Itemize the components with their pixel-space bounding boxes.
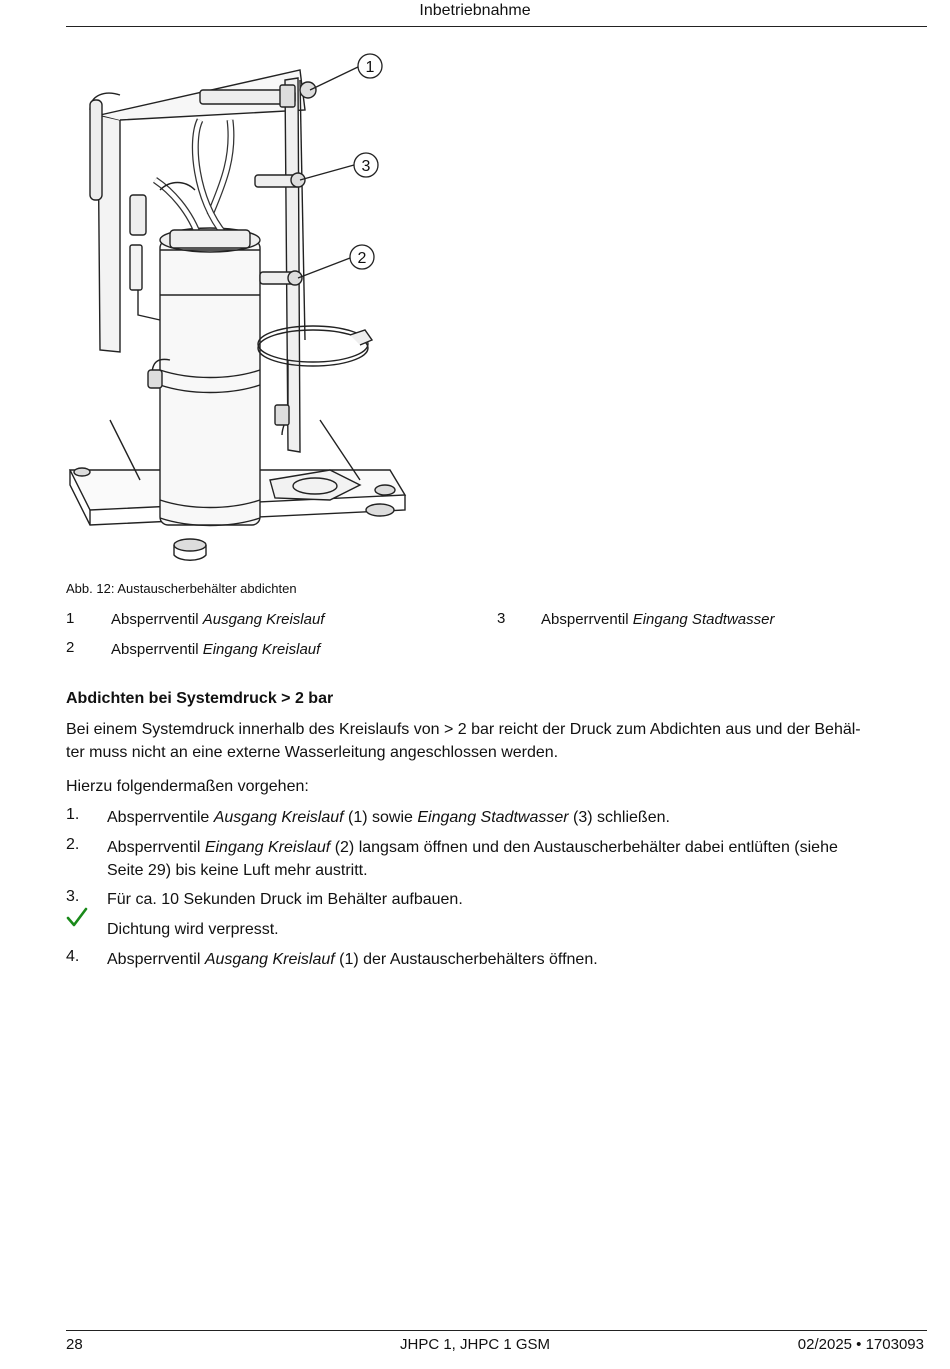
callout-2: 2 (357, 250, 367, 267)
step-result: Dichtung wird verpresst. (107, 921, 279, 938)
procedure-intro: Hierzu folgendermaßen vorgehen: (66, 778, 309, 795)
legend-text: Absperrventil Eingang Stadtwasser (541, 611, 775, 628)
callout-3: 3 (361, 158, 371, 175)
legend-num: 3 (497, 610, 506, 627)
legend-num: 1 (66, 610, 75, 627)
page-header-title: Inbetriebnahme (419, 2, 531, 19)
product-name: JHPC 1, JHPC 1 GSM (399, 1336, 551, 1353)
step-text: Für ca. 10 Sekunden Druck im Behälter aufbauen. (107, 891, 463, 908)
checkmark-icon (66, 906, 88, 928)
legend-text: Absperrventil Eingang Kreislauf (111, 641, 321, 658)
step-number: 3. (66, 888, 80, 905)
step-text: Absperrventil Ausgang Kreislauf (1) der Austauscherbehälters öffnen. (107, 951, 598, 968)
figure-caption: Abb. 12: Austauscherbehälter abdichten (66, 581, 297, 596)
step-text: Absperrventile Ausgang Kreislauf (1) sowie Eingang Stadtwasser (3) schließen. (107, 809, 670, 826)
legend-num: 2 (66, 639, 75, 656)
step-text: Absperrventil Eingang Kreislauf (2) langsam öffnen und den Austauscherbehälter dabei entlüften (siehe Seite 29) bis keine Luft mehr austritt. (107, 839, 838, 879)
section-heading: Abdichten bei Systemdruck > 2 bar (66, 690, 334, 707)
step-number: 4. (66, 948, 80, 965)
step-number: 2. (66, 836, 80, 853)
footer-rule (66, 1330, 927, 1331)
section-paragraph: Bei einem Systemdruck innerhalb des Kreislaufs von > 2 bar reicht der Druck zum Abdichten aus und der Behäl- ter muss nicht an eine externe Wasserleitung angeschlossen werden. (66, 721, 861, 761)
page-number: 28 (66, 1336, 83, 1353)
callout-1: 1 (365, 59, 375, 76)
header-rule (66, 26, 927, 27)
step-number: 1. (66, 806, 80, 823)
legend-text: Absperrventil Ausgang Kreislauf (111, 611, 325, 628)
document-reference: 02/2025 • 1703093 (797, 1336, 924, 1353)
exchanger-illustration (60, 40, 480, 570)
